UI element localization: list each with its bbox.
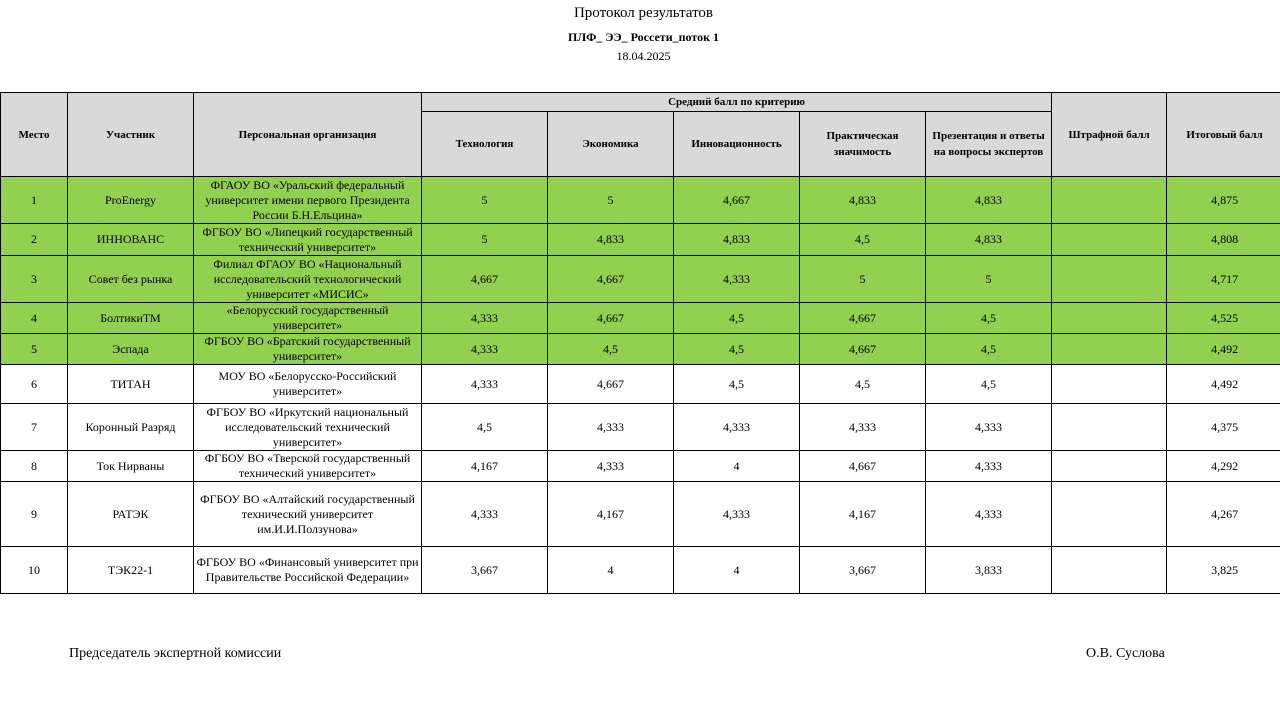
cell-score: 4,333 [422,334,548,365]
header-organization: Персональная организация [194,93,422,177]
document-date: 18.04.2025 [616,49,671,63]
cell-score: 4,5 [926,303,1052,334]
cell-participant: ProEnergy [68,177,194,224]
cell-penalty-extra [1086,404,1167,451]
cell-total: 4,292 [1167,451,1280,482]
cell-score: 4,333 [800,404,926,451]
header-criterion-presentation: Презентация и ответы на вопросы экспертов [926,112,1052,177]
cell-score: 4,833 [548,224,674,256]
cell-participant: Эспада [68,334,194,365]
cell-participant: Ток Нирваны [68,451,194,482]
cell-score: 4,333 [926,404,1052,451]
cell-score: 3,833 [926,547,1052,594]
cell-total: 3,825 [1167,547,1280,594]
cell-score: 4,333 [926,451,1052,482]
footer-chairman-role: Председатель экспертной комиссии [69,646,282,661]
cell-organization: ФГБОУ ВО «Иркутский национальный исследовательский технический университет» [194,404,422,451]
cell-score: 4,333 [422,482,548,547]
cell-score: 4,667 [674,177,800,224]
footer-chairman-name: О.В. Суслова [1086,646,1165,661]
cell-penalty-extra [1086,224,1167,256]
cell-score: 4,5 [800,224,926,256]
cell-organization: ФГАОУ ВО «Уральский федеральный университет имени первого Президента России Б.Н.Ельцина» [194,177,422,224]
cell-organization: ФГБОУ ВО «Тверской государственный технический университет» [194,451,422,482]
cell-score: 4,5 [674,303,800,334]
cell-penalty-extra [1086,451,1167,482]
header-criteria-group: Средний балл по критерию [422,93,1052,112]
cell-place: 10 [1,547,68,594]
cell-place: 6 [1,365,68,404]
cell-total: 4,808 [1167,224,1280,256]
cell-place: 3 [1,256,68,303]
cell-penalty [1052,334,1086,365]
cell-score: 4,667 [548,365,674,404]
cell-penalty-extra [1086,482,1167,547]
cell-score: 4,167 [800,482,926,547]
cell-score: 4,333 [674,482,800,547]
cell-score: 3,667 [800,547,926,594]
cell-organization: ФГБОУ ВО «Братский государственный университет» [194,334,422,365]
cell-score: 4,333 [926,482,1052,547]
cell-score: 4,667 [548,303,674,334]
cell-score: 4,5 [674,365,800,404]
cell-score: 4 [548,547,674,594]
cell-organization: ФГБОУ ВО «Алтайский государственный технический университет им.И.И.Ползунова» [194,482,422,547]
table-row [1,303,1280,334]
cell-participant: ТИТАН [68,365,194,404]
cell-score: 5 [422,177,548,224]
cell-score: 4,5 [674,334,800,365]
cell-place: 1 [1,177,68,224]
cell-organization: МОУ ВО «Белорусско-Российский университет» [194,365,422,404]
table-row [1,177,1280,224]
cell-score: 4,667 [548,256,674,303]
cell-score: 4 [674,451,800,482]
cell-score: 4,667 [800,334,926,365]
header-penalty: Штрафной балл [1052,93,1167,177]
cell-penalty [1052,177,1086,224]
cell-penalty [1052,547,1086,594]
cell-penalty [1052,303,1086,334]
cell-participant: РАТЭК [68,482,194,547]
table-row [1,547,1280,594]
cell-score: 4,167 [422,451,548,482]
cell-participant: ТЭК22-1 [68,547,194,594]
cell-score: 4,833 [926,224,1052,256]
cell-penalty [1052,256,1086,303]
header-criterion-innovation: Инновационность [674,112,800,177]
cell-place: 2 [1,224,68,256]
cell-penalty [1052,482,1086,547]
header-total: Итоговый балл [1167,93,1280,177]
header-criterion-practical: Практическая значимость [800,112,926,177]
cell-place: 9 [1,482,68,547]
cell-penalty-extra [1086,256,1167,303]
cell-score: 4,5 [422,404,548,451]
cell-penalty [1052,451,1086,482]
cell-participant: БолтикиТМ [68,303,194,334]
cell-penalty [1052,404,1086,451]
document-title: Протокол результатов [573,5,714,21]
cell-score: 4,167 [548,482,674,547]
header-participant: Участник [68,93,194,177]
results-table [0,92,1280,594]
header-criterion-economics: Экономика [548,112,674,177]
cell-score: 4,333 [422,303,548,334]
cell-place: 7 [1,404,68,451]
cell-score: 5 [422,224,548,256]
cell-organization: «Белорусский государственный университет» [194,303,422,334]
cell-score: 4,833 [674,224,800,256]
cell-score: 4,667 [800,303,926,334]
cell-participant: ИННОВАНС [68,224,194,256]
cell-penalty-extra [1086,303,1167,334]
cell-place: 4 [1,303,68,334]
cell-penalty-extra [1086,177,1167,224]
header-place: Место [1,93,68,177]
cell-place: 8 [1,451,68,482]
cell-penalty [1052,365,1086,404]
cell-score: 4,5 [926,365,1052,404]
cell-organization: Филиал ФГАОУ ВО «Национальный исследовательский технологический университет «МИСИС» [194,256,422,303]
cell-participant: Коронный Разряд [68,404,194,451]
cell-penalty [1052,224,1086,256]
cell-total: 4,875 [1167,177,1280,224]
table-row [1,365,1280,404]
cell-score: 5 [548,177,674,224]
cell-participant: Совет без рынка [68,256,194,303]
table-row [1,334,1280,365]
cell-score: 4,333 [674,256,800,303]
cell-score: 4,833 [926,177,1052,224]
header-criterion-technology: Технология [422,112,548,177]
cell-score: 4,833 [800,177,926,224]
cell-score: 3,667 [422,547,548,594]
cell-total: 4,492 [1167,365,1280,404]
table-row [1,224,1280,256]
table-row [1,482,1280,547]
cell-score: 4,667 [422,256,548,303]
cell-score: 5 [926,256,1052,303]
cell-total: 4,525 [1167,303,1280,334]
cell-score: 4,333 [548,404,674,451]
cell-total: 4,267 [1167,482,1280,547]
cell-score: 4,333 [674,404,800,451]
cell-score: 4,5 [926,334,1052,365]
cell-score: 4,667 [800,451,926,482]
cell-score: 4,5 [800,365,926,404]
cell-organization: ФГБОУ ВО «Финансовый университет при Правительстве Российской Федерации» [194,547,422,594]
cell-penalty-extra [1086,547,1167,594]
cell-score: 4 [674,547,800,594]
cell-place: 5 [1,334,68,365]
cell-score: 4,5 [548,334,674,365]
cell-total: 4,375 [1167,404,1280,451]
document-subtitle: ПЛФ_ ЭЭ_ Россети_поток 1 [567,30,720,44]
cell-penalty-extra [1086,334,1167,365]
cell-penalty-extra [1086,365,1167,404]
cell-total: 4,717 [1167,256,1280,303]
cell-organization: ФГБОУ ВО «Липецкий государственный технический университет» [194,224,422,256]
cell-score: 4,333 [548,451,674,482]
cell-total: 4,492 [1167,334,1280,365]
table-row [1,451,1280,482]
table-row [1,256,1280,303]
table-row [1,404,1280,451]
cell-score: 4,333 [422,365,548,404]
cell-score: 5 [800,256,926,303]
